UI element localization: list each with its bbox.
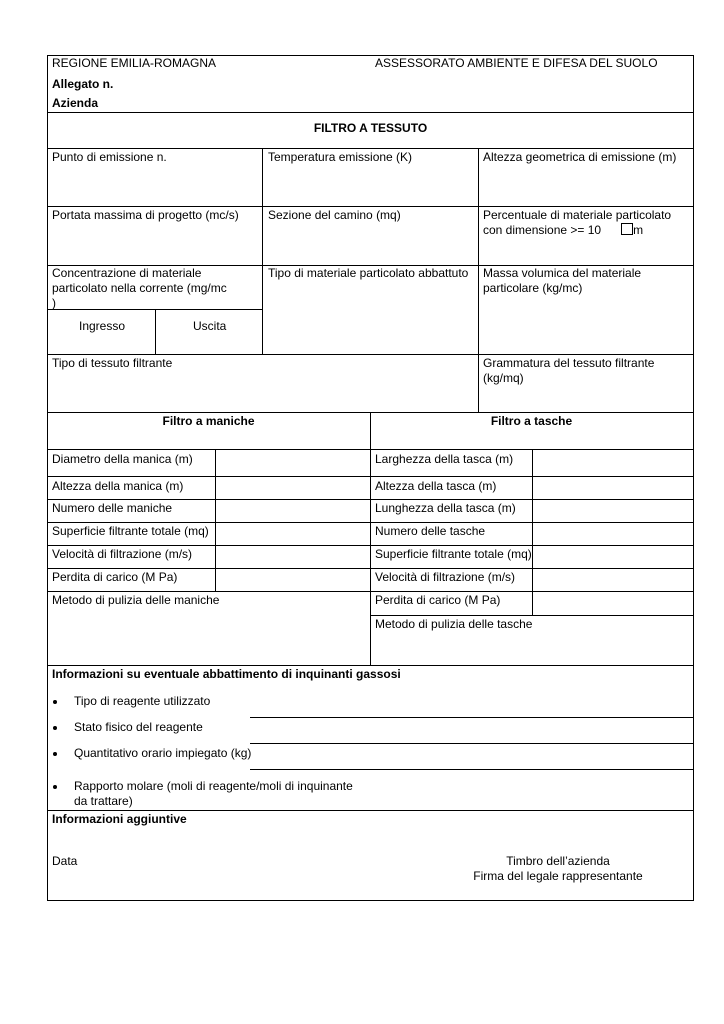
pocket-row-label: Numero delle tasche — [375, 524, 486, 538]
sleeve-cleaning-label: Metodo di pulizia delle maniche — [52, 593, 220, 607]
date-label: Data — [52, 854, 78, 868]
pocket-row-label: Altezza della tasca (m) — [375, 479, 497, 493]
divider — [155, 309, 156, 355]
divider — [478, 148, 479, 413]
sleeve-row-label: Diametro della manica (m) — [52, 452, 193, 466]
divider — [47, 545, 694, 546]
gas-item-label: Tipo di reagente utilizzato — [74, 694, 211, 708]
divider — [47, 449, 694, 450]
pocket-row-label: Lunghezza della tasca (m) — [375, 501, 516, 515]
divider — [47, 354, 694, 355]
gas-abatement-title: Informazioni su eventuale abbattimento di inquinanti gassosi — [52, 667, 401, 681]
divider — [47, 112, 694, 113]
company-label: Azienda — [52, 96, 99, 110]
border-left — [47, 55, 48, 901]
unit-symbol: m — [633, 223, 644, 237]
sleeve-row-label: Superficie filtrante totale (mq) — [52, 524, 209, 538]
pocket-row-label: Velocità di filtrazione (m/s) — [375, 570, 516, 584]
emission-temperature-label: Temperatura emissione (K) — [268, 150, 413, 164]
stack-section-label: Sezione del camino (mq) — [268, 208, 401, 222]
company-stamp-label: Timbro dell’azienda — [506, 854, 610, 868]
gas-item-label: Quantitativo orario impiegato (kg) — [74, 746, 252, 760]
border-bottom — [47, 900, 694, 901]
fabric-weight-label: Grammatura del tessuto filtrante (kg/mq) — [483, 356, 655, 385]
attachment-label: Allegato n. — [52, 77, 114, 91]
sleeve-row-label: Perdita di carico (M Pa) — [52, 570, 178, 584]
emission-point-label: Punto di emissione n. — [52, 150, 167, 164]
particulate-percentage-label: Percentuale di materiale particolato con dimensione >= 10 m — [483, 208, 672, 237]
micro-symbol-box-icon — [621, 223, 633, 235]
divider — [47, 591, 694, 592]
department-label: ASSESSORATO AMBIENTE E DIFESA DEL SUOLO — [375, 56, 658, 70]
gas-item-label: Rapporto molare (moli di reagente/moli di inquinante da trattare) — [74, 779, 353, 808]
sleeve-row-label: Numero delle maniche — [52, 501, 173, 515]
geometric-height-label: Altezza geometrica di emissione (m) — [483, 150, 677, 164]
divider — [47, 522, 694, 523]
answer-line — [250, 717, 694, 718]
particulate-concentration-label: Concentrazione di materiale particolato nella corrente (mg/mc — [52, 266, 227, 295]
divider — [47, 206, 694, 207]
divider — [47, 476, 694, 477]
divider — [370, 412, 371, 666]
pocket-filter-title: Filtro a tasche — [490, 414, 573, 428]
signature-label: Firma del legale rappresentante — [473, 869, 643, 883]
additional-info-label: Informazioni aggiuntive — [52, 812, 187, 826]
sleeve-row-label: Velocità di filtrazione (m/s) — [52, 547, 193, 561]
particulate-type-label: Tipo di materiale particolato abbattuto — [268, 266, 469, 280]
bullet-icon — [53, 726, 57, 730]
gas-item-label: Stato fisico del reagente — [74, 720, 203, 734]
divider — [47, 499, 694, 500]
particulate-density-label: Massa volumica del materiale particolare (kg/mc) — [483, 266, 642, 295]
bullet-icon — [53, 752, 57, 756]
pocket-row-label: Superficie filtrante totale (mq) — [375, 547, 532, 561]
particulate-concentration-close: ) — [52, 296, 56, 310]
bullet-icon — [53, 785, 57, 789]
max-flow-label: Portata massima di progetto (mc/s) — [52, 208, 239, 222]
sleeve-filter-title: Filtro a maniche — [162, 414, 255, 428]
outlet-label: Uscita — [193, 319, 227, 333]
bullet-icon — [53, 700, 57, 704]
pocket-row-label: Perdita di carico (M Pa) — [375, 593, 501, 607]
divider — [47, 810, 694, 811]
border-right — [693, 55, 694, 901]
divider — [47, 148, 694, 149]
divider — [47, 568, 694, 569]
divider — [262, 148, 263, 355]
divider — [532, 449, 533, 616]
fabric-type-label: Tipo di tessuto filtrante — [52, 356, 173, 370]
pocket-cleaning-label: Metodo di pulizia delle tasche — [375, 617, 533, 631]
pocket-row-label: Larghezza della tasca (m) — [375, 452, 514, 466]
sleeve-row-label: Altezza della manica (m) — [52, 479, 184, 493]
answer-line — [250, 769, 694, 770]
section-title: FILTRO A TESSUTO — [313, 121, 428, 135]
inlet-label: Ingresso — [79, 319, 126, 333]
region-label: REGIONE EMILIA-ROMAGNA — [52, 56, 217, 70]
divider — [215, 449, 216, 592]
answer-line — [250, 743, 694, 744]
